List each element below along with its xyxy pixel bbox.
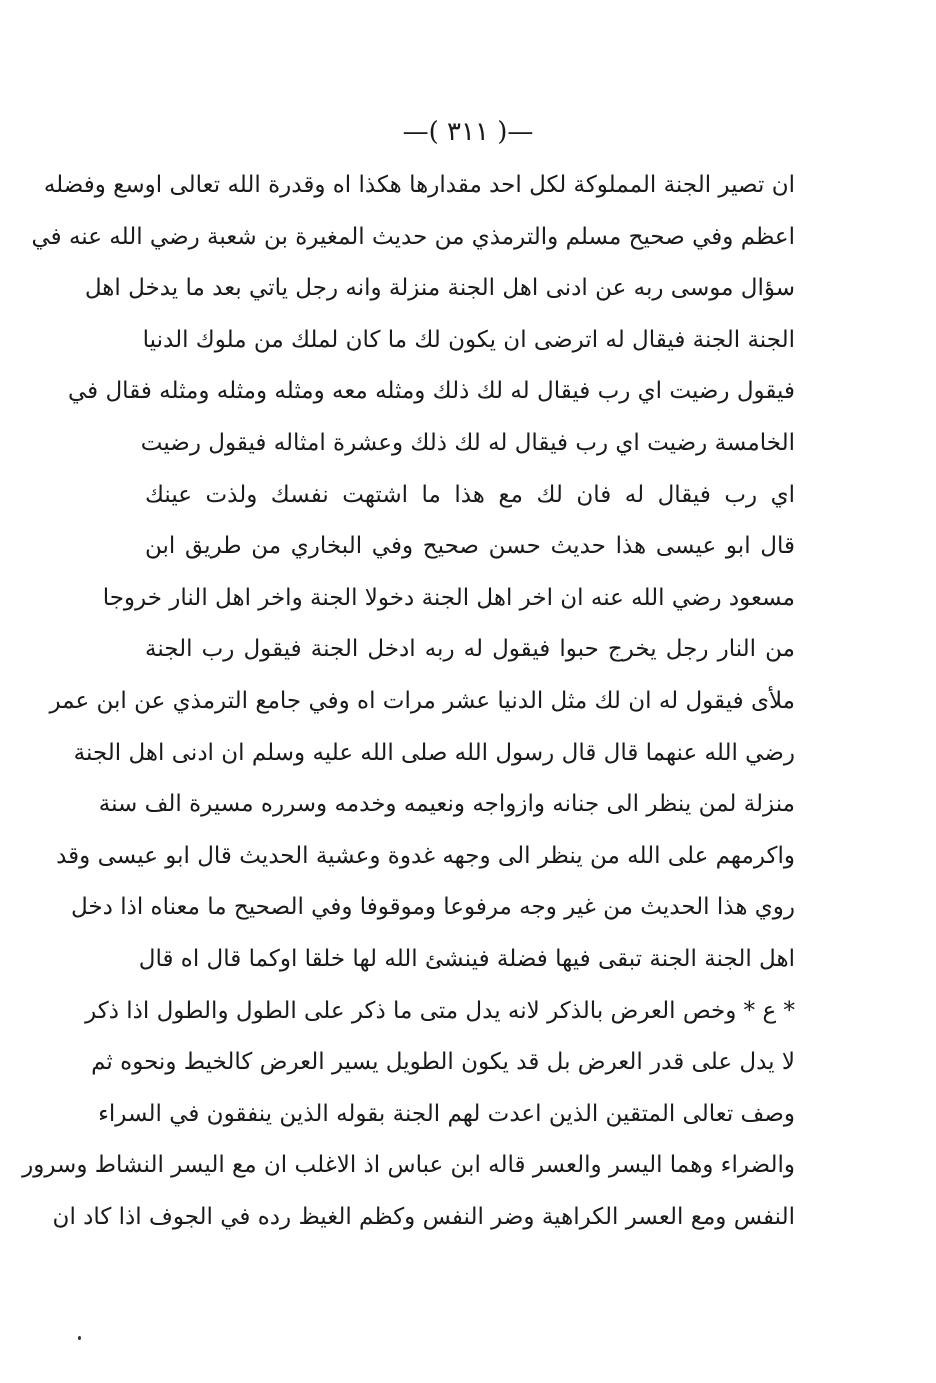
- text-line-11: ملأى فيقول له ان لك مثل الدنيا عشر مرات اه وفي جامع الترمذي عن ابن عمر: [49, 687, 795, 714]
- text-line-2: اعظم وفي صحيح مسلم والترمذي من حديث المغيرة بن شعبة رضي الله عنه في: [31, 223, 795, 250]
- text-line-10: من النار رجل يخرج حبوا فيقول له ربه ادخل الجنة فيقول رب الجنة: [145, 636, 795, 663]
- text-line-4: الجنة الجنة فيقال له اترضى ان يكون لك ما كان لملك من ملوك الدنيا: [142, 326, 795, 353]
- text-line-17: * ع * وخص العرض بالذكر لانه يدل متى ما ذكر على الطول والطول اذا ذكر: [85, 997, 795, 1024]
- text-line-16: اهل الجنة الجنة تبقى فيها فضلة فينشئ الله لها خلقا اوكما قال اه قال: [138, 945, 795, 972]
- text-line-7: اي رب فيقال له فان لك مع هذا ما اشتهت نفسك ولذت عينك: [145, 481, 795, 508]
- text-line-1: ان تصير الجنة المملوكة لكل احد مقدارها هكذا اه وقدرة الله تعالى اوسع وفضله: [43, 172, 795, 198]
- text-line-3: سؤال موسى ربه عن ادنى اهل الجنة منزلة وانه رجل ياتي بعد ما يدخل اهل: [84, 275, 795, 302]
- page-number: —( ٣١١ )—: [402, 117, 534, 147]
- text-line-19: وصف تعالى المتقين الذين اعدت لهم الجنة بقوله الذين ينفقون في السراء: [98, 1100, 795, 1127]
- text-line-13: منزلة لمن ينظر الى جنانه وازواجه ونعيمه وخدمه وسرره مسيرة الف سنة: [98, 791, 795, 818]
- text-line-14: واكرمهم على الله من ينظر الى وجهه غدوة وعشية الحديث قال ابو عيسى وقد: [56, 842, 795, 869]
- text-line-5: فيقول رضيت اي رب فيقال له لك ذلك ومثله معه ومثله ومثله ومثله فقال في: [68, 378, 795, 405]
- text-line-12: رضي الله عنهما قال قال رسول الله صلى الله عليه وسلم ان ادنى اهل الجنة: [73, 739, 795, 766]
- text-line-9: مسعود رضي الله عنه ان اخر اهل الجنة دخولا الجنة واخر اهل النار خروجا: [102, 584, 795, 611]
- ink-speck: [78, 1336, 81, 1340]
- text-line-6: الخامسة رضيت اي رب فيقال له لك ذلك وعشرة امثاله فيقول رضيت: [140, 429, 795, 456]
- text-line-20: والضراء وهما اليسر والعسر قاله ابن عباس اذ الاغلب ان مع اليسر النشاط وسرور: [22, 1152, 795, 1179]
- text-line-15: روي هذا الحديث من غير وجه مرفوعا وموقوفا وفي الصحيح ما معناه اذا دخل: [71, 894, 795, 921]
- text-line-8: قال ابو عيسى هذا حديث حسن صحيح وفي البخاري من طريق ابن: [145, 533, 795, 560]
- body-text: [22, 160, 795, 1243]
- text-line-18: لا يدل على قدر العرض بل قد يكون الطويل يسير العرض كالخيط ونحوه ثم: [91, 1049, 795, 1076]
- text-line-21: النفس ومع العسر الكراهية وضر النفس وكظم الغيظ رده في الجوف اذا كاد ان: [52, 1203, 795, 1230]
